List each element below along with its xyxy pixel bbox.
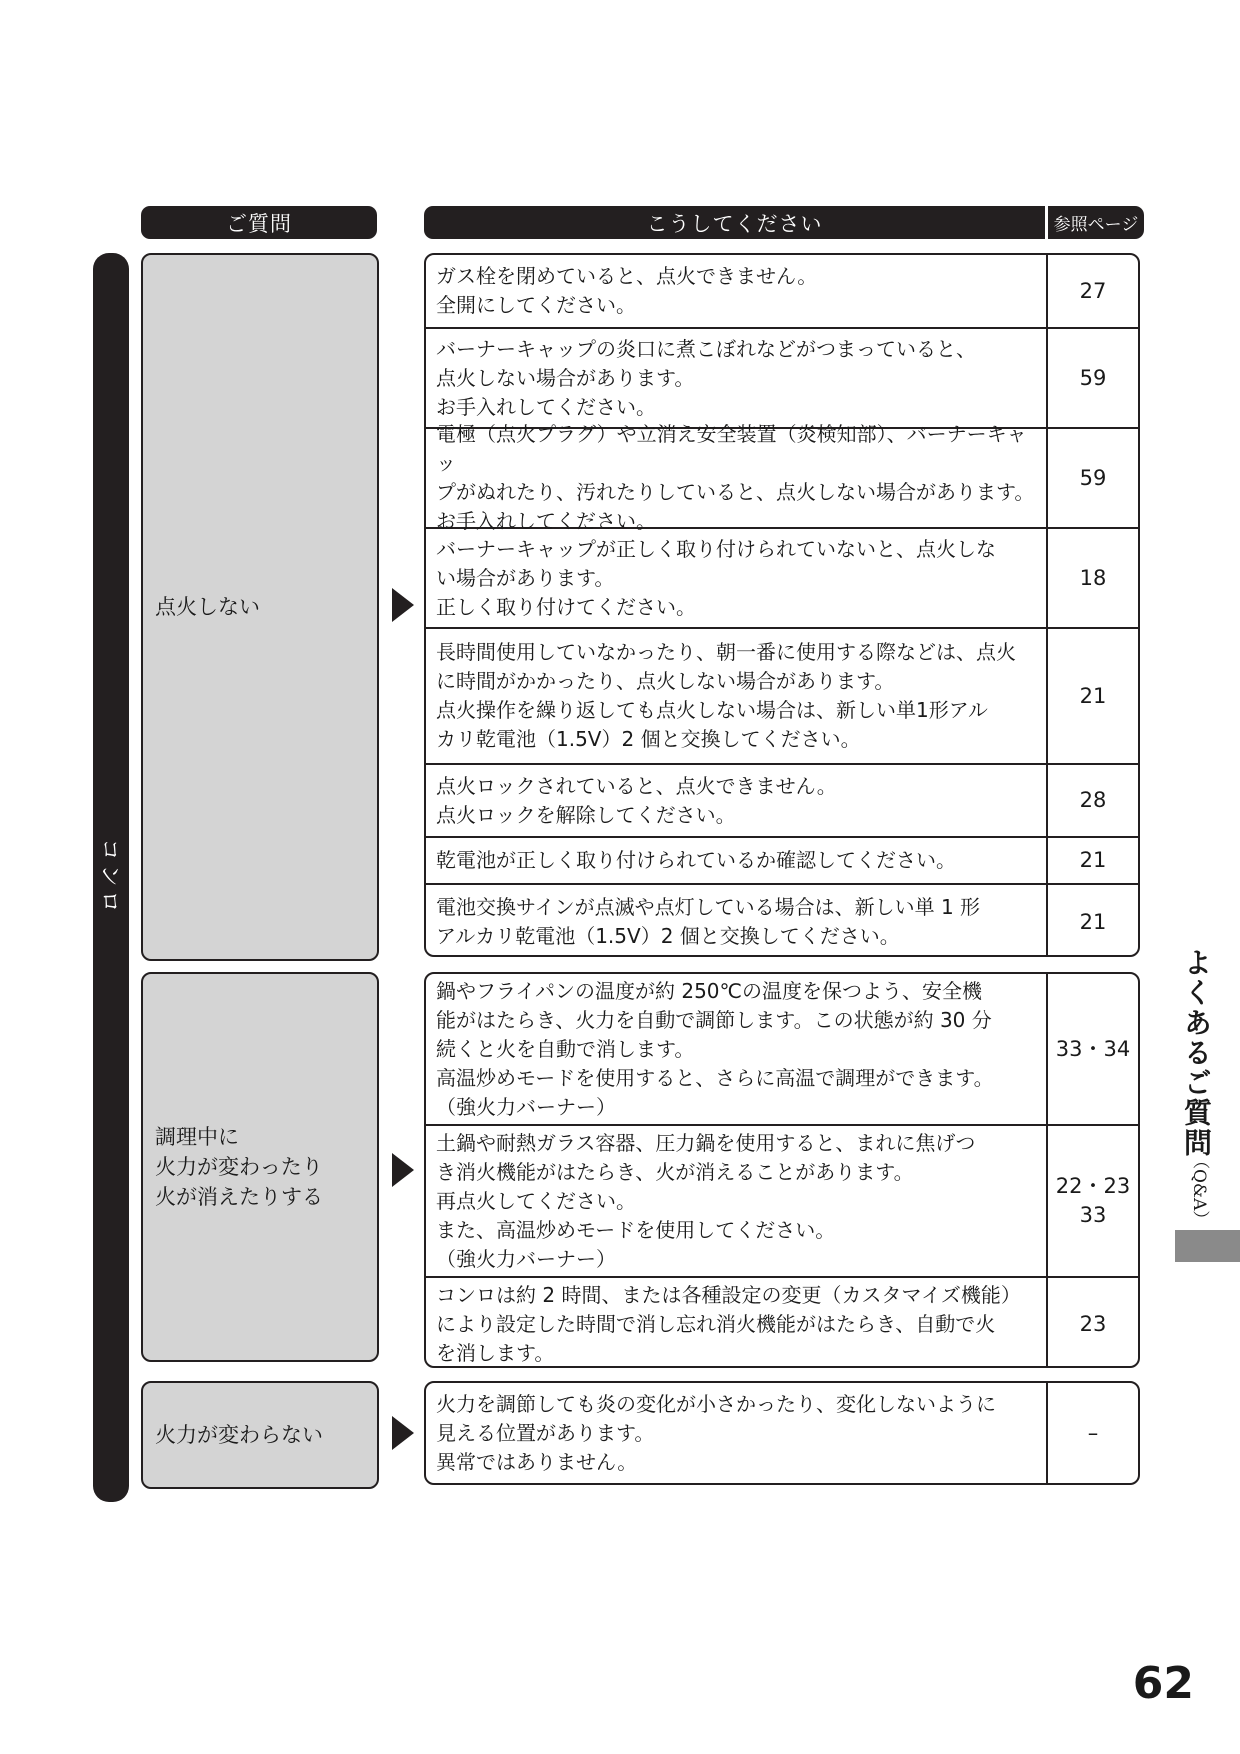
answer-row xyxy=(426,1276,1138,1368)
reference-page: 28 xyxy=(1079,788,1107,812)
answer-row xyxy=(426,883,1138,957)
answer-row xyxy=(426,527,1138,627)
reference-page: 27 xyxy=(1079,278,1107,303)
reference-page: 22・23 33 xyxy=(1055,1174,1131,1227)
answer-text: ガス栓を閉めていると、点火できません。 全開にしてください。 xyxy=(426,255,1048,327)
question-box-flame-changes xyxy=(141,972,379,1362)
reference-page: 59 xyxy=(1079,465,1107,490)
category-tab-label: コンロ xyxy=(96,838,122,917)
reference-page: 23 xyxy=(1079,1311,1107,1336)
question-text: 調理中に 火力が変わったり 火が消えたりする xyxy=(155,1125,323,1209)
answer-group-flame-changes xyxy=(424,972,1140,1368)
section-title-faq: よくあるご質問 xyxy=(1180,948,1213,1158)
question-text: 火力が変わらない xyxy=(155,1423,323,1447)
answer-row xyxy=(426,763,1138,836)
question-text: 点火しない xyxy=(155,595,260,619)
answer-row xyxy=(426,836,1138,883)
answer-text: 電極（点火プラグ）や立消え安全装置（炎検知部）、バーナーキャッ プがぬれたり、汚れたりしていると、点火しない場合があります。 お手入れしてください。 xyxy=(426,429,1048,527)
reference-page: 21 xyxy=(1079,848,1107,872)
answer-row xyxy=(426,1383,1138,1483)
section-index-tab xyxy=(1175,1230,1240,1262)
arrow-right-icon xyxy=(392,1153,414,1187)
answer-row xyxy=(426,327,1138,427)
header-question: ご質問 xyxy=(141,206,377,239)
reference-page: 21 xyxy=(1079,683,1107,708)
arrow-right-icon xyxy=(392,588,414,622)
answer-group-no-flame-change xyxy=(424,1381,1140,1485)
arrow-right-icon xyxy=(392,1416,414,1450)
answer-row xyxy=(426,1124,1138,1276)
page-number: 62 xyxy=(1132,1658,1194,1709)
question-box-no-ignition xyxy=(141,253,379,961)
answer-text: 土鍋や耐熱ガラス容器、圧力鍋を使用すると、まれに焦げつ き消火機能がはたらき、火が消えることがあります。 再点火してください。 また、高温炒めモードを使用してください。 （強火力バーナー） xyxy=(426,1126,1048,1276)
reference-page: 21 xyxy=(1079,909,1107,934)
answer-text: 鍋やフライパンの温度が約 250℃の温度を保つよう、安全機 能がはたらき、火力を自動で調節します。この状態が約 30 分 続くと火を自動で消します。 高温炒めモードを使用すると、さらに高温で調理ができます。 （強火力バーナー） xyxy=(426,974,1048,1124)
answer-text: 点火ロックされていると、点火できません。 点火ロックを解除してください。 xyxy=(426,765,1048,836)
answer-row xyxy=(426,974,1138,1124)
reference-page: – xyxy=(1087,1420,1099,1445)
answer-text: 火力を調節しても炎の変化が小さかったり、変化しないように 見える位置があります。 異常ではありません。 xyxy=(426,1383,1048,1483)
question-box-no-flame-change xyxy=(141,1381,379,1489)
answer-row xyxy=(426,255,1138,327)
category-tab-stove xyxy=(93,253,129,1502)
answer-text: 乾電池が正しく取り付けられているか確認してください。 xyxy=(426,838,1048,883)
answer-text: コンロは約 2 時間、または各種設定の変更（カスタマイズ機能） により設定した時間で消し忘れ消火機能がはたらき、自動で火 を消します。 xyxy=(426,1278,1048,1368)
answer-row xyxy=(426,627,1138,763)
answer-text: バーナーキャップが正しく取り付けられていないと、点火しな い場合があります。 正しく取り付けてください。 xyxy=(426,529,1048,627)
answer-row xyxy=(426,422,1138,533)
answer-group-no-ignition xyxy=(424,253,1140,957)
answer-text: 長時間使用していなかったり、朝一番に使用する際などは、点火 に時間がかかったり、点火しない場合があります。 点火操作を繰り返しても点火しない場合は、新しい単1形アル カリ乾電池（1.5V）2 個と交換してください。 xyxy=(426,629,1048,763)
answer-text: バーナーキャップの炎口に煮こぼれなどがつまっていると、 点火しない場合があります。 お手入れしてください。 xyxy=(426,329,1048,427)
answer-text: 電池交換サインが点滅や点灯している場合は、新しい単 1 形 アルカリ乾電池（1.5V）2 個と交換してください。 xyxy=(426,885,1048,957)
header-answer: こうしてください xyxy=(424,206,1045,239)
reference-page: 33・34 xyxy=(1055,1036,1131,1061)
reference-page: 59 xyxy=(1079,365,1107,390)
header-reference-page: 参照ページ xyxy=(1048,206,1144,239)
reference-page: 18 xyxy=(1079,565,1107,590)
section-subtitle-qa: （Q&A） xyxy=(1189,1152,1209,1228)
